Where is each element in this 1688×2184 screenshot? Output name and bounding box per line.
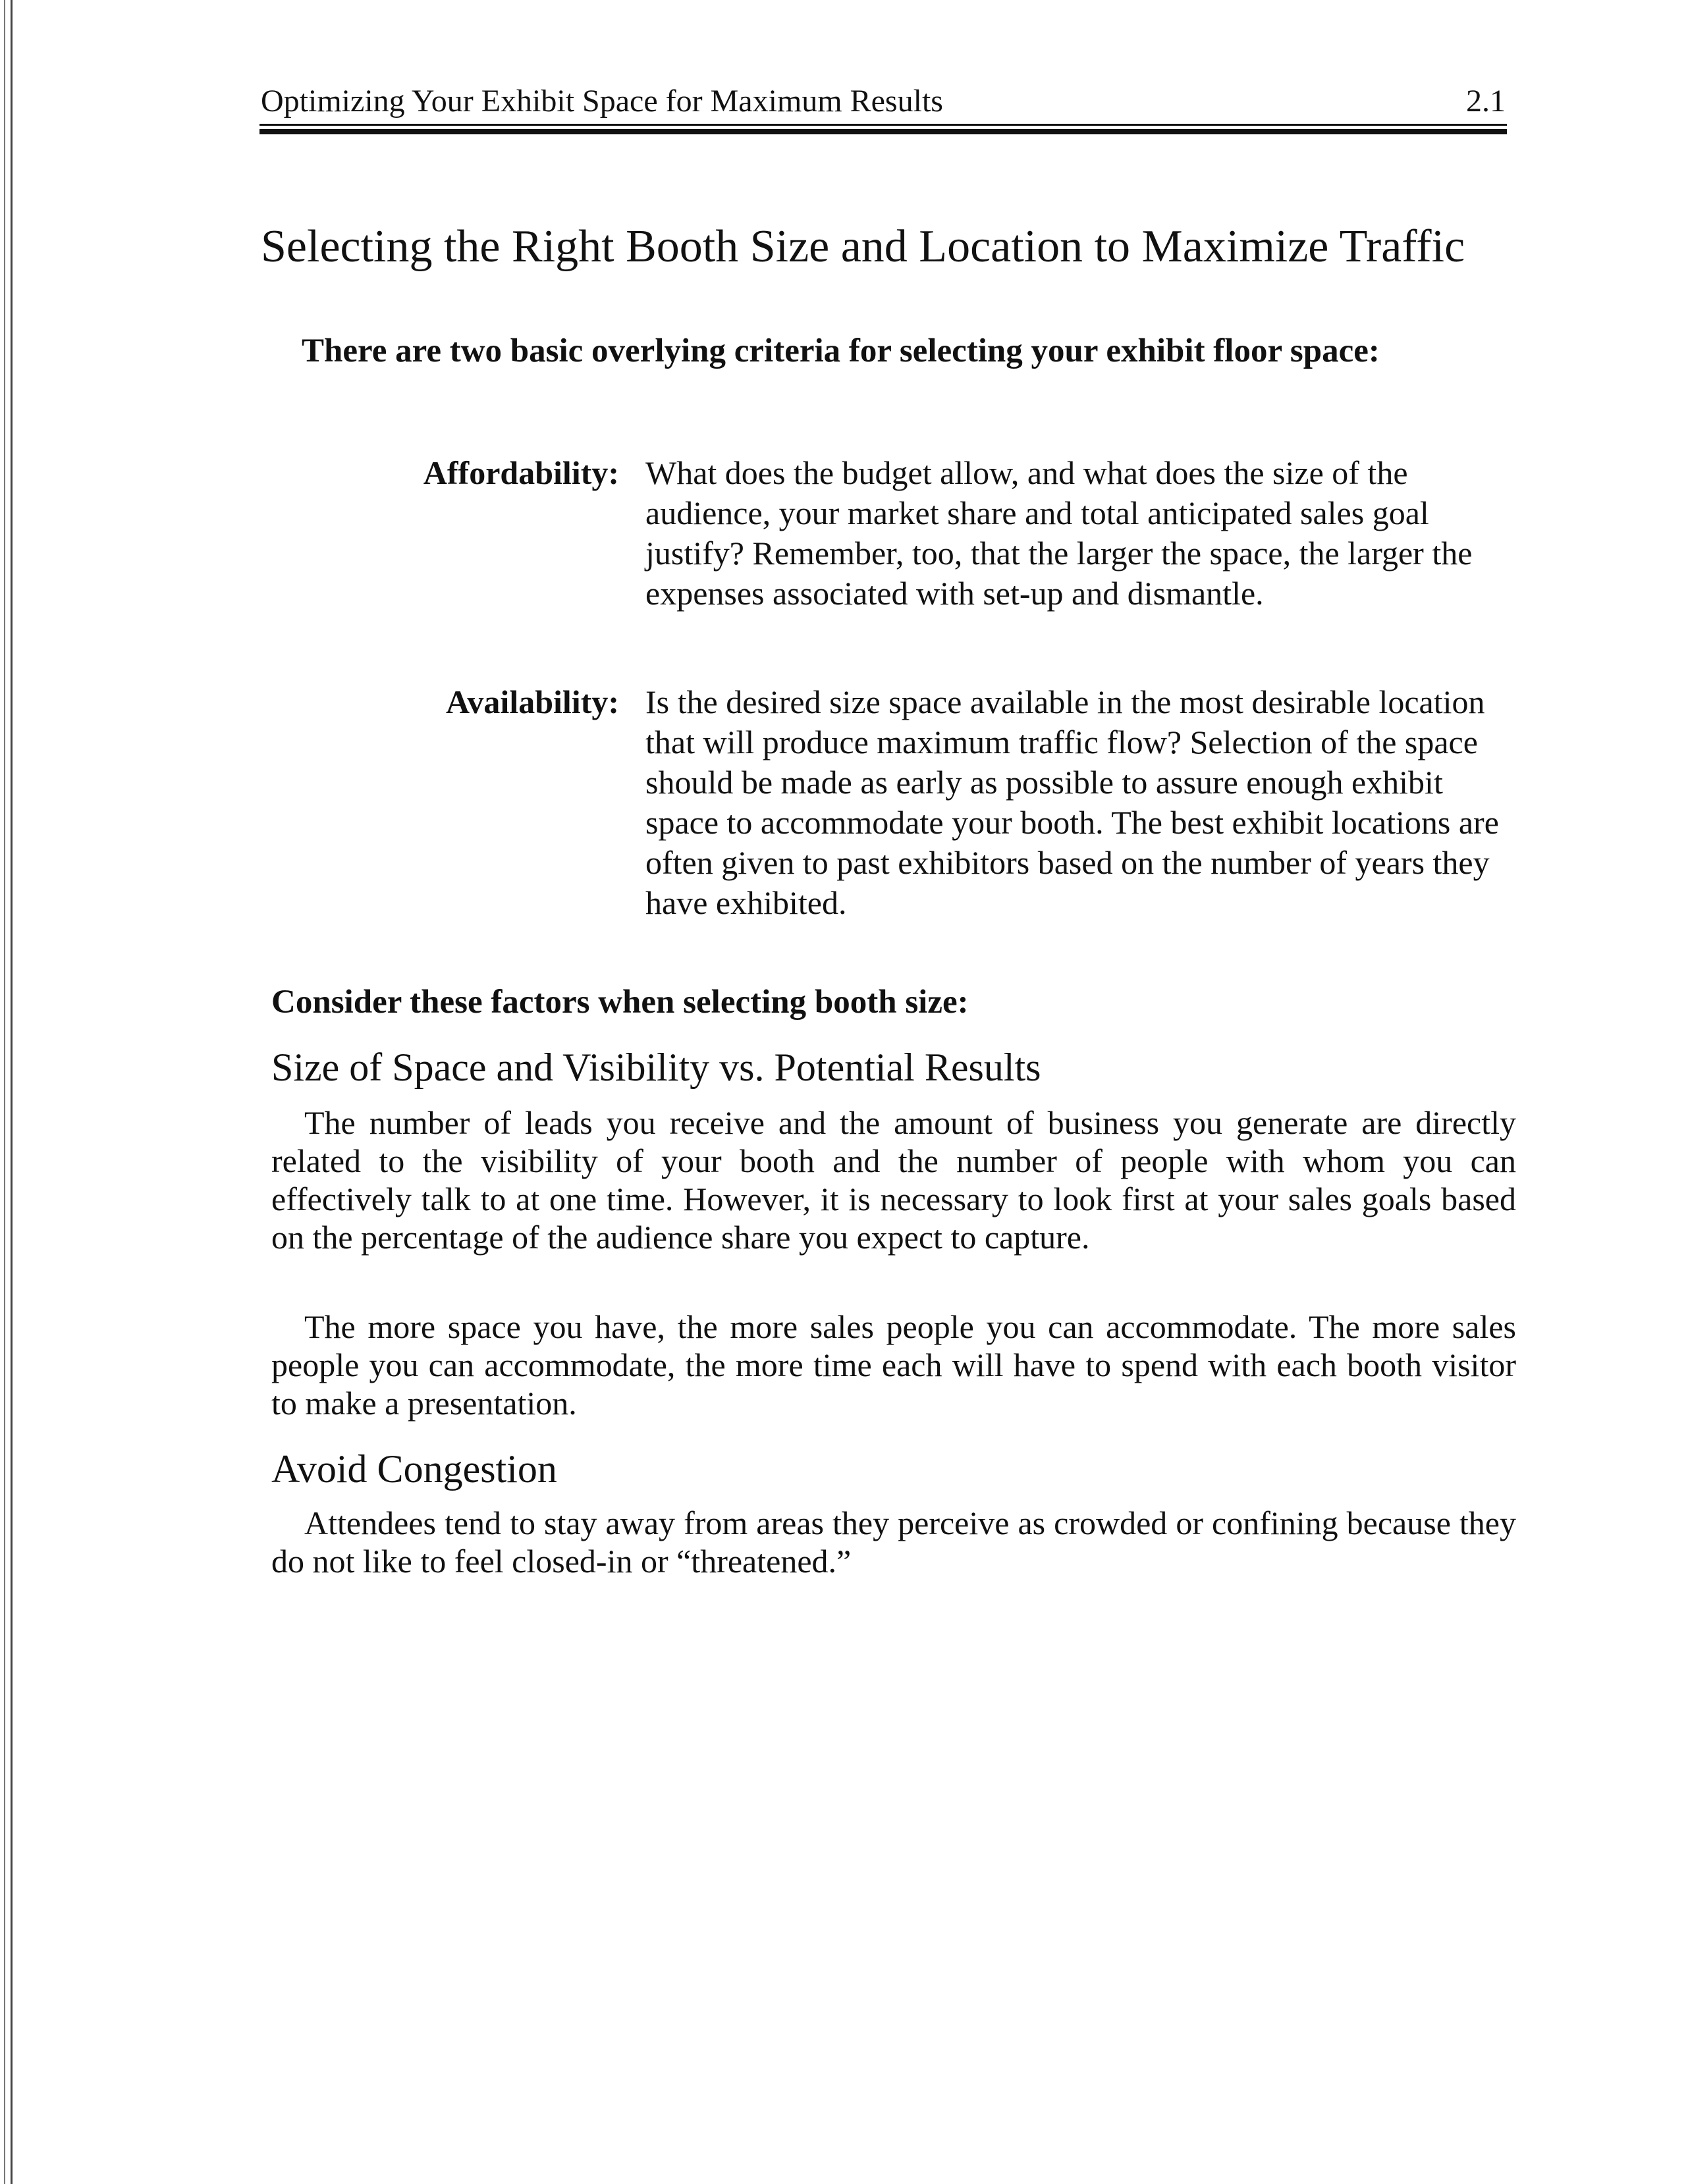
running-header-title: Optimizing Your Exhibit Space for Maximum Results bbox=[261, 84, 943, 119]
criterion-text-availability: Is the desired size space available in the most desirable location that will produce maximum traffic flow? Selection of the space should be made as early as possible to assure enough exhibit space to accommodate your booth. The best exhibit locations are often given to past exhibitors based on the number of years they have exhibited. bbox=[645, 683, 1499, 921]
header-rule-thick bbox=[259, 129, 1507, 134]
criterion-label-availability: Availability: bbox=[446, 683, 619, 720]
running-header bbox=[261, 78, 1506, 125]
criterion-label-affordability: Affordability: bbox=[423, 454, 619, 491]
page-binding-edge-line bbox=[4, 0, 5, 2184]
intro-paragraph: There are two basic overlying criteria for selecting your exhibit floor space: bbox=[302, 333, 1380, 369]
header-rule bbox=[259, 124, 1507, 126]
section-title: Selecting the Right Booth Size and Location to Maximize Traffic bbox=[261, 221, 1465, 272]
size-visibility-heading: Size of Space and Visibility vs. Potential Results bbox=[271, 1046, 1041, 1089]
criterion-text-affordability: What does the budget allow, and what does the size of the audience, your market share and total anticipated sales goal justify? Remember, too, that the larger the space, the larger the expenses associated with set-up and dismantle. bbox=[645, 454, 1473, 612]
size-visibility-paragraph-1: The number of leads you receive and the amount of business you generate are directly related to the visibility of your booth and the number of people with whom you can effectively talk to at one time. However, it is necessary to look first at your sales goals based on the percentage of the audience share you expect to capture. bbox=[271, 1104, 1516, 1256]
page-number: 2.1 bbox=[1466, 84, 1506, 119]
avoid-congestion-paragraph: Attendees tend to stay away from areas they perceive as crowded or confining because they do not like to feel closed-in or “threatened.” bbox=[271, 1505, 1516, 1580]
avoid-congestion-heading: Avoid Congestion bbox=[271, 1447, 557, 1491]
factors-heading: Consider these factors when selecting booth size: bbox=[271, 984, 969, 1021]
page-binding-edge bbox=[0, 0, 13, 2184]
size-visibility-paragraph-2: The more space you have, the more sales people you can accommodate. The more sales people you can accommodate, the more time each will have to spend with each booth visitor to make a presentation. bbox=[271, 1308, 1516, 1422]
